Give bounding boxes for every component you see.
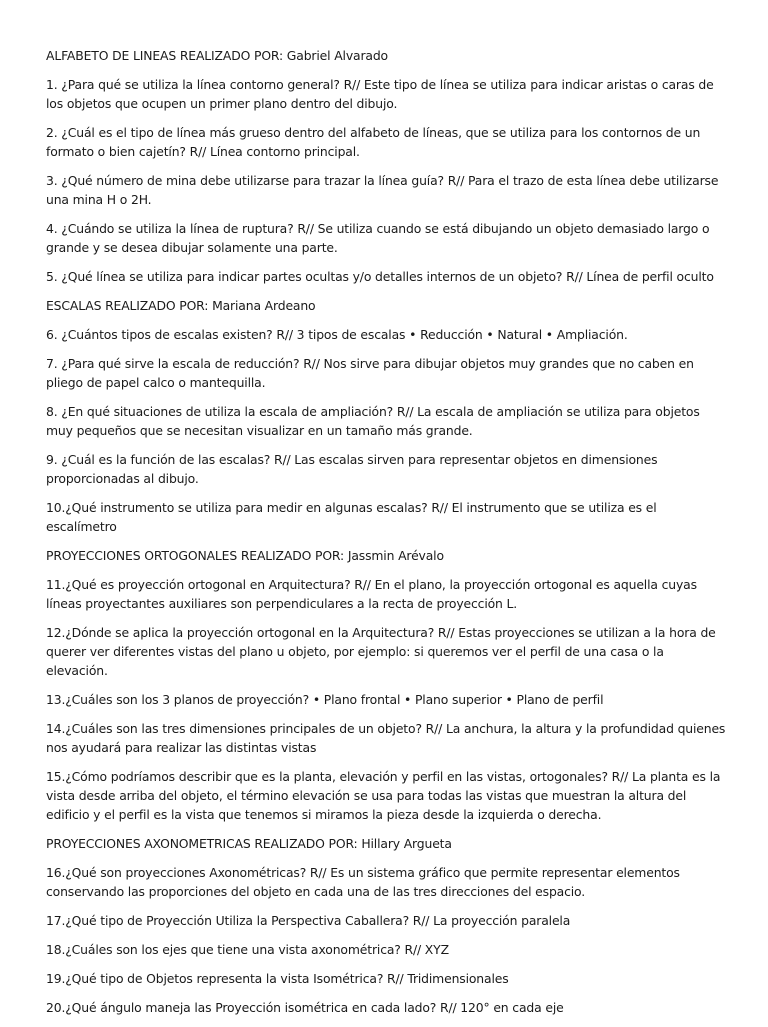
question-16: 16.¿Qué son proyecciones Axonométricas? R// Es un sistema gráfico que permite representar elementos conservando las proporciones del objeto en cada una de las tres direcciones del espacio. bbox=[46, 865, 680, 899]
question-1: 1. ¿Para qué se utiliza la línea contorno general? R// Este tipo de línea se utiliza para indicar aristas o caras de los objetos que ocupen un primer plano dentro del dibujo. bbox=[46, 77, 714, 111]
question-14: 14.¿Cuáles son las tres dimensiones principales de un objeto? R// La anchura, la altura y la profundidad quienes nos ayudará para realizar las distintas vistas bbox=[46, 721, 726, 755]
question-15: 15.¿Cómo podríamos describir que es la planta, elevación y perfil en las vistas, ortogonales? R// La planta es la vista desde arriba del objeto, el término elevación se usa para todas las vistas que muestran la altura del edificio y el perfil es la vista que tenemos si miramos la pieza desde la izquierda o derecha. bbox=[46, 769, 721, 822]
question-9: 9. ¿Cuál es la función de las escalas? R// Las escalas sirven para representar objetos en dimensiones proporcionadas al dibujo. bbox=[46, 452, 658, 486]
question-7: 7. ¿Para qué sirve la escala de reducción? R// Nos sirve para dibujar objetos muy grandes que no caben en pliego de papel calco o mantequilla. bbox=[46, 356, 694, 390]
question-6: 6. ¿Cuántos tipos de escalas existen? R// 3 tipos de escalas • Reducción • Natural • Ampliación. bbox=[46, 327, 628, 342]
question-8: 8. ¿En qué situaciones de utiliza la escala de ampliación? R// La escala de ampliación se utiliza para objetos muy pequeños que se necesitan visualizar en un tamaño más grande. bbox=[46, 404, 700, 438]
section-heading-lineas: ALFABETO DE LINEAS REALIZADO POR: Gabriel Alvarado bbox=[46, 48, 388, 63]
question-12: 12.¿Dónde se aplica la proyección ortogonal en la Arquitectura? R// Estas proyecciones se utilizan a la hora de querer ver diferentes vistas del plano u objeto, por ejemplo: si queremos ver el perfil de una casa o la elevación. bbox=[46, 625, 716, 678]
section-heading-escalas: ESCALAS REALIZADO POR: Mariana Ardeano bbox=[46, 298, 316, 313]
question-5: 5. ¿Qué línea se utiliza para indicar partes ocultas y/o detalles internos de un objeto? R// Línea de perfil oculto bbox=[46, 269, 714, 284]
question-3: 3. ¿Qué número de mina debe utilizarse para trazar la línea guía? R// Para el trazo de esta línea debe utilizarse una mina H o 2H. bbox=[46, 173, 719, 207]
question-19: 19.¿Qué tipo de Objetos representa la vista Isométrica? R// Tridimensionales bbox=[46, 971, 509, 986]
section-heading-ortogonales: PROYECCIONES ORTOGONALES REALIZADO POR: Jassmin Arévalo bbox=[46, 548, 444, 563]
section-heading-axonometricas: PROYECCIONES AXONOMETRICAS REALIZADO POR: Hillary Argueta bbox=[46, 836, 452, 851]
question-20: 20.¿Qué ángulo maneja las Proyección isométrica en cada lado? R// 120° en cada eje bbox=[46, 1000, 564, 1015]
question-17: 17.¿Qué tipo de Proyección Utiliza la Perspectiva Caballera? R// La proyección paralela bbox=[46, 913, 571, 928]
question-10: 10.¿Qué instrumento se utiliza para medir en algunas escalas? R// El instrumento que se utiliza es el escalímetro bbox=[46, 500, 657, 534]
question-2: 2. ¿Cuál es el tipo de línea más grueso dentro del alfabeto de líneas, que se utiliza para los contornos de un formato o bien cajetín? R// Línea contorno principal. bbox=[46, 125, 701, 159]
question-13: 13.¿Cuáles son los 3 planos de proyección? • Plano frontal • Plano superior • Plano de perfil bbox=[46, 692, 604, 707]
question-18: 18.¿Cuáles son los ejes que tiene una vista axonométrica? R// XYZ bbox=[46, 942, 449, 957]
document-page bbox=[46, 46, 728, 1027]
question-4: 4. ¿Cuándo se utiliza la línea de ruptura? R// Se utiliza cuando se está dibujando un objeto demasiado largo o grande y se desea dibujar solamente una parte. bbox=[46, 221, 710, 255]
question-11: 11.¿Qué es proyección ortogonal en Arquitectura? R// En el plano, la proyección ortogonal es aquella cuyas líneas proyectantes auxiliares son perpendiculares a la recta de proyección L. bbox=[46, 577, 697, 611]
